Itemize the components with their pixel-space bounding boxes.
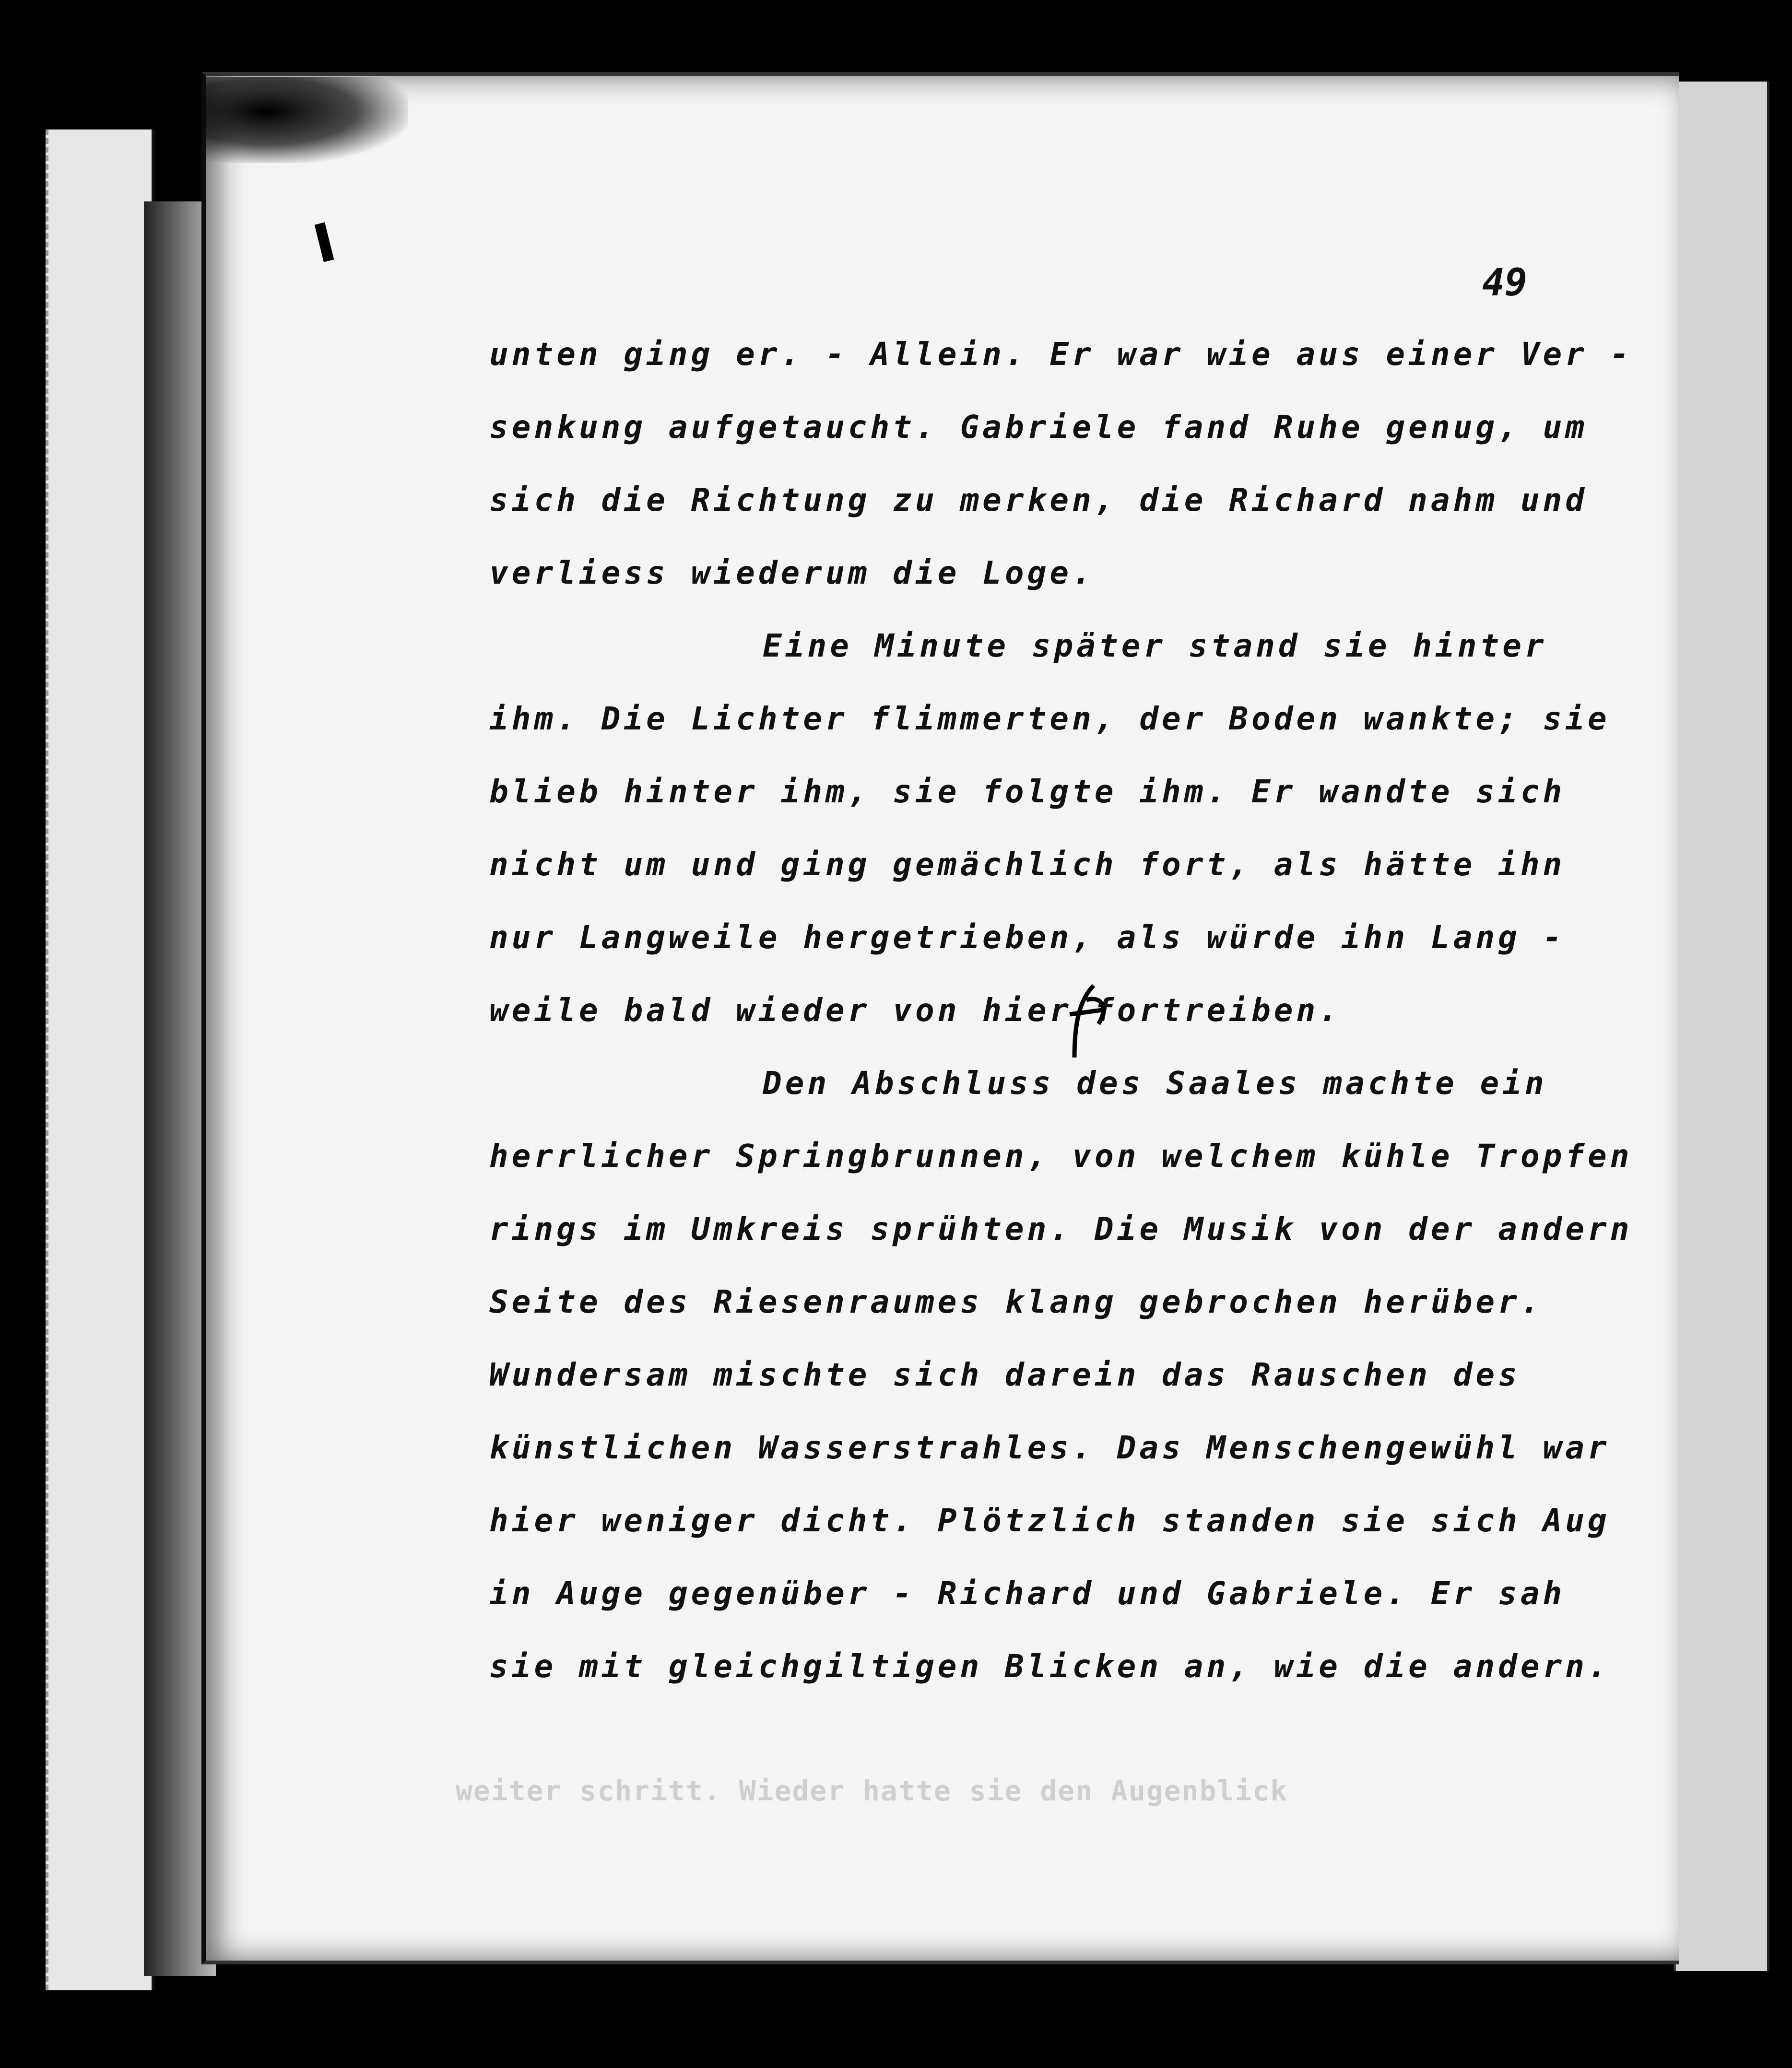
text-line: senkung aufgetaucht. Gabriele fand Ruhe genug, um: [489, 409, 1588, 446]
text-line: nur Langweile hergetrieben, als würde ihn Lang -: [489, 919, 1566, 956]
text-line: Eine Minute später stand sie hinter: [763, 627, 1547, 664]
text-line: herrlicher Springbrunnen, von welchem kühle Tropfen: [489, 1138, 1633, 1175]
text-line: weile bald wieder von hier fortreiben.: [489, 992, 1341, 1029]
handwritten-correction: [1060, 981, 1118, 1062]
page-number: 49: [1482, 261, 1527, 305]
left-paper-strip: [46, 129, 154, 1990]
corner-shadow: [206, 77, 408, 163]
text-line: künstlichen Wasserstrahles. Das Menschengewühl war: [489, 1429, 1610, 1466]
text-line: ihm. Die Lichter flimmerten, der Boden wankte; sie: [489, 700, 1610, 737]
text-line: Den Abschluss des Saales machte ein: [763, 1065, 1547, 1102]
text-line: rings im Umkreis sprühten. Die Musik von der andern: [489, 1210, 1633, 1247]
text-line: in Auge gegenüber - Richard und Gabriele. Er sah: [489, 1575, 1566, 1612]
text-line: nicht um und ging gemächlich fort, als hätte ihn: [489, 846, 1566, 883]
text-line: blieb hinter ihm, sie folgte ihm. Er wandte sich: [489, 773, 1566, 810]
text-line: hier weniger dicht. Plötzlich standen sie sich Aug: [489, 1502, 1610, 1539]
underlying-sheets: [1674, 82, 1769, 1971]
text-line: Wundersam mischte sich darein das Rauschen des: [489, 1356, 1521, 1393]
text-line: unten ging er. - Allein. Er war wie aus einer Ver -: [489, 336, 1633, 373]
text-line: sie mit gleichgiltigen Blicken an, wie die andern.: [489, 1648, 1610, 1685]
text-line: sich die Richtung zu merken, die Richard nahm und: [489, 482, 1588, 518]
bleed-through-line: weiter schritt. Wieder hatte sie den Augenblick: [456, 1774, 1288, 1807]
text-line: verliess wiederum die Loge.: [489, 554, 1095, 591]
text-line: Seite des Riesenraumes klang gebrochen herüber.: [489, 1283, 1543, 1320]
